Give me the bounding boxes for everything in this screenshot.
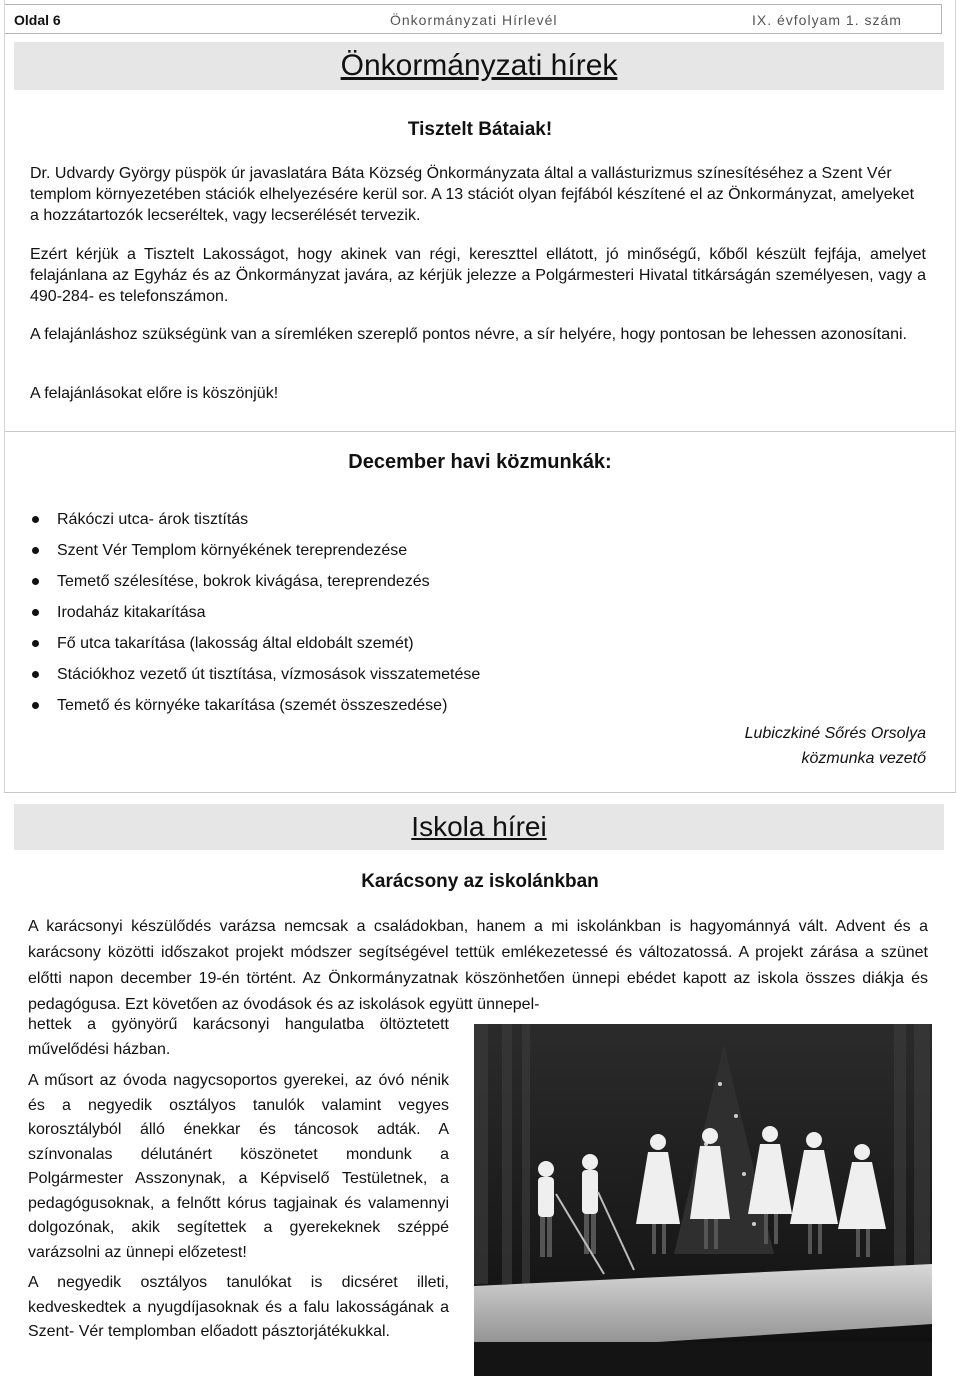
news-paragraph-3: A felajánláshoz szükségünk van a síremléken szereplő pontos névre, a sír helyére, hogy pontosan be lehessen azonosítani. <box>30 326 907 343</box>
news-title-band <box>14 42 944 90</box>
bullet-icon <box>32 671 39 678</box>
school-celebration-photo <box>474 1024 932 1376</box>
section-divider <box>4 792 956 793</box>
list-item <box>30 510 480 541</box>
list-item <box>30 603 480 634</box>
bullet-icon <box>32 516 39 523</box>
works-list <box>30 510 480 727</box>
news-paragraph-1: Dr. Udvardy György püspök úr javaslatára Báta Község Önkormányzata által a vallásturizmus színesítéséhez a Szent Vér templom környezetében stációk elhelyezésére kerül sor. A 13 stációt olyan fejfából készítené el az Önkormányzat, amelyeket a hozzátartozók lecseréltek, vagy lecserélését tervezik. <box>30 165 915 224</box>
school-title: Iskola hírei <box>411 811 547 842</box>
page-number: Oldal 6 <box>14 12 61 28</box>
school-subtitle: Karácsony az iskolánkban <box>361 871 599 892</box>
news-paragraph-2: Ezért kérjük a Tisztelt Lakosságot, hogy akinek van régi, kereszttel ellátott, jó minőségű, kőből készült fejfája, amelyet felajánlana az Egyház és az Önkormányzat javára, az kérjük jelezze a Polgármesteri Hivatal titkárságán személyesen, vagy a 490-284- es telefonszámon. <box>30 246 926 305</box>
list-item-text: Temető szélesítése, bokrok kivágása, tereprendezés <box>57 573 430 590</box>
section-divider <box>4 431 956 432</box>
school-column-paragraph-3: A negyedik osztályos tanulókat is dicséret illeti, kedveskedtek a nyugdíjasoknak és a falu lakosságának a Szent- Vér templomban előadott pásztorjátékukkal. <box>28 1274 449 1340</box>
works-title: December havi közmunkák: <box>348 451 612 473</box>
list-item-text: Irodaház kitakarítása <box>57 604 206 621</box>
list-item <box>30 696 480 727</box>
school-intro: A karácsonyi készülődés varázsa nemcsak a családokban, hanem a mi iskolánkban is hagyománnyá vált. Advent és a karácsony közötti időszakot projekt módszer segítségével tettük emlékezetessé és változatossá. A projekt zárása a szünet előtti napon december 19-én történt. Az Önkormányzatnak köszönhetően ünnepi ebédet kapott az iskola összes diákja és pedagógusa. Ezt követően az óvodások és az iskolások együtt ünnepel- <box>28 918 928 1013</box>
signature <box>745 724 926 769</box>
news-greeting: Tisztelt Bátaiak! <box>407 119 553 140</box>
left-border-line <box>4 0 5 792</box>
list-item-text: Fő utca takarítása (lakosság által eldobált szemét) <box>57 635 414 652</box>
school-title-band <box>14 804 944 850</box>
bullet-icon <box>32 702 39 709</box>
issue-label: IX. évfolyam 1. szám <box>752 12 902 28</box>
bullet-icon <box>32 609 39 616</box>
right-border-line <box>955 0 956 792</box>
signature-name: Lubiczkiné Sőrés Orsolya <box>744 725 926 742</box>
news-title: Önkormányzati hírek <box>340 49 618 82</box>
list-item <box>30 665 480 696</box>
list-item <box>30 634 480 665</box>
school-column-paragraph-1: hettek a gyönyörű karácsonyi hangulatba öltöztetett művelődési házban. <box>28 1016 449 1058</box>
list-item <box>30 572 480 603</box>
list-item-text: Szent Vér Templom környékének tereprendezése <box>57 542 408 559</box>
bullet-icon <box>32 640 39 647</box>
stage-scene-image <box>474 1024 932 1376</box>
list-item-text: Rákóczi utca- árok tisztítás <box>57 511 249 528</box>
list-item-text: Stációkhoz vezető út tisztítása, vízmosások visszatemetése <box>57 666 481 683</box>
list-item <box>30 541 480 572</box>
school-column-paragraph-2: A műsort az óvoda nagycsoportos gyerekei, az óvó nénik és a negyedik osztályos tanulók valamint vegyes korosztályból álló énekkar és táncosok adták. A színvonalas délutánért köszönetet mondunk a Polgármester Asszonynak, a Képviselő Testületnek, a pedagógusoknak, a felnőtt kórus tagjainak és valamennyi dolgozónak, akik segítettek a gyerekeknek széppé varázsolni az ünnepi előzetest! <box>28 1072 449 1261</box>
page-header <box>0 0 960 40</box>
news-paragraph-4: A felajánlásokat előre is köszönjük! <box>30 385 279 402</box>
publication-title: Önkormányzati Hírlevél <box>390 12 558 28</box>
bullet-icon <box>32 547 39 554</box>
bullet-icon <box>32 578 39 585</box>
list-item-text: Temető és környéke takarítása (szemét összeszedése) <box>57 697 448 714</box>
signature-role: közmunka vezető <box>801 750 926 767</box>
